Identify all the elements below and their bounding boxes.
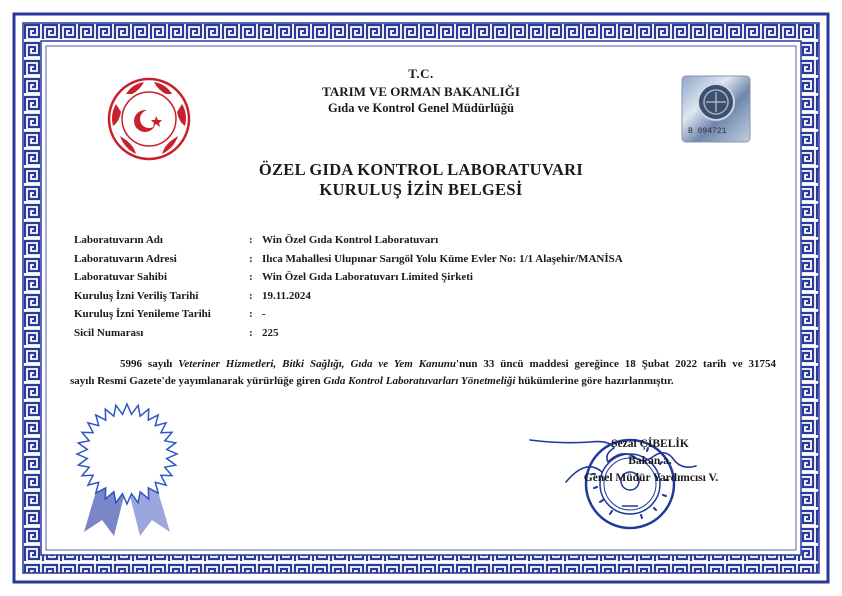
field-value: 225 bbox=[262, 326, 279, 339]
regulation-name: Gıda Kontrol Laboratuvarları Yönetmeliği bbox=[323, 375, 516, 387]
field-label: Kuruluş İzni Veriliş Tarihi bbox=[74, 289, 199, 302]
field-colon: : bbox=[249, 271, 253, 283]
field-label: Kuruluş İzni Yenileme Tarihi bbox=[74, 308, 211, 320]
paragraph-text: sayılı Resmi Gazete'de yayımlanarak yürürlüğe giren bbox=[70, 375, 324, 387]
law-name: Veteriner Hizmetleri, Bitki Sağlığı, Gıda ve Yem Kanunu bbox=[178, 358, 457, 370]
certificate-title-line1: ÖZEL GIDA KONTROL LABORATUVARI bbox=[258, 160, 584, 179]
field-value: Win Özel Gıda Kontrol Laboratuvarı bbox=[262, 234, 439, 246]
field-colon: : bbox=[249, 289, 253, 302]
field-colon: : bbox=[249, 308, 253, 320]
paragraph-text: hükümlerine göre hazırlanmıştır. bbox=[515, 375, 674, 387]
signatory-title: Bakan a. bbox=[628, 455, 672, 467]
legal-basis-paragraph bbox=[70, 356, 776, 390]
ministry-name: TARIM VE ORMAN BAKANLIĞI bbox=[322, 84, 520, 99]
field-label: Sicil Numarası bbox=[74, 326, 144, 339]
signatory-position: Genel Müdür Yardımcısı V. bbox=[583, 472, 719, 484]
field-colon: : bbox=[249, 252, 253, 265]
field-value: - bbox=[262, 308, 266, 320]
starburst-seal bbox=[66, 396, 188, 538]
field-colon: : bbox=[249, 326, 253, 339]
paragraph-text: 'nun 33 üncü maddesi gereğince 18 Şubat 2022 tarih ve 31754 bbox=[456, 358, 776, 370]
field-value: 19.11.2024 bbox=[262, 289, 311, 302]
field-label: Laboratuvarın Adı bbox=[74, 234, 163, 246]
field-label: Laboratuvarın Adresi bbox=[74, 252, 177, 265]
hologram-serial: B 094721 bbox=[688, 127, 727, 136]
field-colon: : bbox=[249, 234, 253, 246]
field-label: Laboratuvar Sahibi bbox=[74, 271, 168, 283]
header-tc: T.C. bbox=[408, 66, 434, 81]
field-value: Win Özel Gıda Laboratuvarı Limited Şirketi bbox=[262, 271, 473, 283]
paragraph-text: 5996 sayılı bbox=[120, 358, 179, 370]
paragraph-line-2 bbox=[70, 373, 776, 390]
field-value: Ilıca Mahallesi Ulupınar Sarıgöl Yolu Küme Evler No: 1/1 Alaşehir/MANİSA bbox=[262, 252, 623, 265]
directorate-name: Gıda ve Kontrol Genel Müdürlüğü bbox=[328, 101, 514, 115]
paragraph-line-1 bbox=[70, 356, 776, 373]
signatory-name: Sezai ÇİBELİK bbox=[611, 438, 689, 450]
certificate-title-line2: KURULUŞ İZİN BELGESİ bbox=[319, 180, 523, 199]
